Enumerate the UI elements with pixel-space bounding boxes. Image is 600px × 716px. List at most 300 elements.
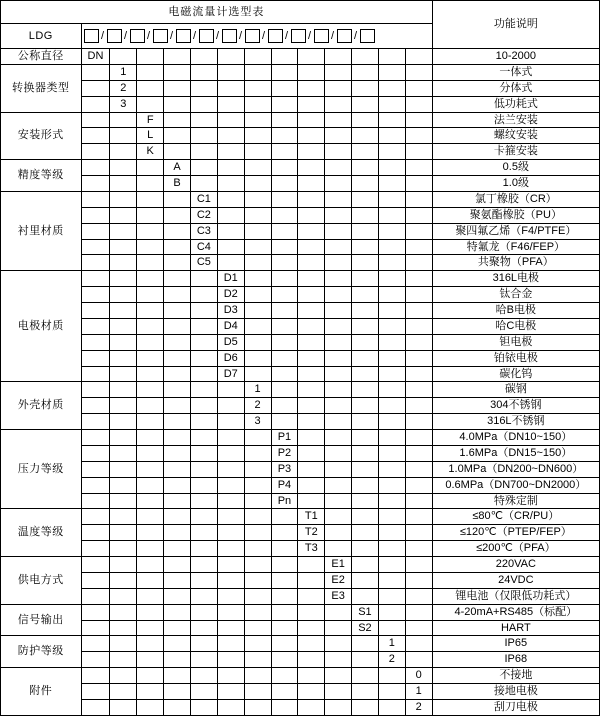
spacer-cell [298,461,325,477]
spacer-cell [110,160,137,176]
spacer-cell [190,334,217,350]
option-code: A [164,160,191,176]
spacer-cell [81,398,110,414]
spacer-cell [378,64,405,80]
spacer-cell [298,636,325,652]
option-description: 螺纹安装 [432,128,599,144]
spacer-cell [164,303,191,319]
spacer-cell [352,96,379,112]
spacer-cell [405,652,432,668]
option-code: D2 [217,287,244,303]
spacer-cell [378,541,405,557]
spacer-cell [352,588,379,604]
spacer-cell [244,652,271,668]
spacer-cell [298,239,325,255]
spacer-cell [217,80,244,96]
spacer-cell [164,541,191,557]
spacer-cell [244,239,271,255]
spacer-cell [217,699,244,715]
spacer-cell [137,604,164,620]
spacer-cell [110,112,137,128]
spacer-cell [81,287,110,303]
spacer-cell [110,414,137,430]
spacer-cell [405,509,432,525]
spacer-cell [110,557,137,573]
option-description: 低功耗式 [432,96,599,112]
spacer-cell [352,128,379,144]
spacer-cell [190,668,217,684]
spacer-cell [405,271,432,287]
spacer-cell [244,255,271,271]
table-row [1,382,600,398]
table-row [1,207,600,223]
spacer-cell [190,287,217,303]
spacer-cell [81,493,110,509]
spacer-cell [110,699,137,715]
spacer-cell [217,430,244,446]
table-row [1,541,600,557]
spacer-cell [244,49,271,65]
spacer-cell [110,334,137,350]
model-separator: / [262,29,266,42]
table-row [1,239,600,255]
spacer-cell [378,477,405,493]
spacer-cell [217,207,244,223]
spacer-cell [137,652,164,668]
spacer-cell [217,255,244,271]
spacer-cell [244,636,271,652]
spacer-cell [164,699,191,715]
spacer-cell [352,430,379,446]
spacer-cell [217,176,244,192]
spacer-cell [405,604,432,620]
spacer-cell [81,382,110,398]
spacer-cell [325,366,352,382]
spacer-cell [244,684,271,700]
table-row [1,525,600,541]
spacer-cell [325,461,352,477]
spacer-cell [352,350,379,366]
spacer-cell [190,96,217,112]
spacer-cell [217,684,244,700]
spacer-cell [325,191,352,207]
spacer-cell [405,382,432,398]
spacer-cell [352,207,379,223]
spacer-cell [217,414,244,430]
spacer-cell [405,207,432,223]
spacer-cell [137,636,164,652]
spacer-cell [325,176,352,192]
spacer-cell [110,382,137,398]
spacer-cell [81,366,110,382]
spacer-cell [81,652,110,668]
row-label-4: 衬里材质 [1,191,82,270]
spacer-cell [81,509,110,525]
spacer-cell [137,287,164,303]
table-row [1,223,600,239]
spacer-cell [190,477,217,493]
spacer-cell [190,588,217,604]
spacer-cell [325,287,352,303]
spacer-cell [164,287,191,303]
spacer-cell [244,176,271,192]
spacer-cell [137,239,164,255]
spacer-cell [110,239,137,255]
spacer-cell [405,477,432,493]
spacer-cell [352,684,379,700]
spacer-cell [352,287,379,303]
spacer-cell [164,604,191,620]
spacer-cell [190,604,217,620]
model-box [176,29,191,43]
spacer-cell [298,49,325,65]
spacer-cell [405,350,432,366]
spacer-cell [190,144,217,160]
option-code: P2 [271,445,298,461]
table-row [1,668,600,684]
spacer-cell [378,80,405,96]
spacer-cell [164,414,191,430]
model-box [245,29,260,43]
spacer-cell [298,64,325,80]
spacer-cell [405,191,432,207]
spacer-cell [190,493,217,509]
spacer-cell [81,334,110,350]
spacer-cell [217,636,244,652]
table-row [1,604,600,620]
spacer-cell [110,176,137,192]
spacer-cell [164,620,191,636]
spacer-cell [271,620,298,636]
spacer-cell [298,620,325,636]
spacer-cell [325,382,352,398]
spacer-cell [378,525,405,541]
model-box [107,29,122,43]
option-code: T1 [298,509,325,525]
spacer-cell [352,668,379,684]
spacer-cell [110,461,137,477]
spacer-cell [217,160,244,176]
spacer-cell [378,414,405,430]
option-description: 聚氨酯橡胶（PU） [432,207,599,223]
spacer-cell [110,604,137,620]
spacer-cell [271,303,298,319]
spacer-cell [217,461,244,477]
option-code: 2 [110,80,137,96]
spacer-cell [352,509,379,525]
spacer-cell [352,541,379,557]
spacer-cell [325,668,352,684]
spacer-cell [190,350,217,366]
spacer-cell [298,699,325,715]
option-code: 1 [244,382,271,398]
spacer-cell [244,620,271,636]
option-description: 碳化钨 [432,366,599,382]
spacer-cell [378,112,405,128]
spacer-cell [190,525,217,541]
option-description: 0.5级 [432,160,599,176]
spacer-cell [190,445,217,461]
spacer-cell [244,557,271,573]
spacer-cell [244,144,271,160]
spacer-cell [325,223,352,239]
row-label-12: 附件 [1,668,82,716]
spacer-cell [110,144,137,160]
spacer-cell [110,541,137,557]
spacer-cell [405,541,432,557]
table-row [1,255,600,271]
spacer-cell [81,699,110,715]
spacer-cell [352,318,379,334]
spacer-cell [378,509,405,525]
spacer-cell [164,430,191,446]
spacer-cell [405,572,432,588]
spacer-cell [405,318,432,334]
spacer-cell [81,144,110,160]
option-description: 特氟龙（F46/FEP） [432,239,599,255]
spacer-cell [81,636,110,652]
spacer-cell [378,588,405,604]
spacer-cell [378,49,405,65]
table-row [1,588,600,604]
option-code: B [164,176,191,192]
spacer-cell [164,207,191,223]
spacer-cell [378,287,405,303]
spacer-cell [244,588,271,604]
spacer-cell [325,303,352,319]
spacer-cell [164,128,191,144]
model-box [360,29,375,43]
spacer-cell [405,112,432,128]
spacer-cell [378,255,405,271]
spacer-cell [405,160,432,176]
spacer-cell [378,699,405,715]
model-separator: / [216,29,220,42]
table-row [1,509,600,525]
spacer-cell [190,620,217,636]
option-code: L [137,128,164,144]
spacer-cell [298,80,325,96]
spacer-cell [271,652,298,668]
spacer-cell [81,445,110,461]
spacer-cell [271,509,298,525]
option-description: 锂电池（仅限低功耗式） [432,588,599,604]
spacer-cell [137,668,164,684]
spacer-cell [271,191,298,207]
spacer-cell [164,557,191,573]
spacer-cell [244,445,271,461]
spacer-cell [325,144,352,160]
option-description: 共聚物（PFA） [432,255,599,271]
table-row [1,160,600,176]
spacer-cell [378,191,405,207]
spacer-cell [378,239,405,255]
table-row [1,430,600,446]
spacer-cell [378,684,405,700]
spacer-cell [298,477,325,493]
spacer-cell [244,572,271,588]
spacer-cell [352,636,379,652]
model-prefix: LDG [1,24,82,49]
spacer-cell [325,64,352,80]
spacer-cell [298,445,325,461]
option-description: HART [432,620,599,636]
spacer-cell [110,668,137,684]
spacer-cell [352,699,379,715]
row-label-9: 供电方式 [1,557,82,605]
spacer-cell [110,588,137,604]
spacer-cell [271,350,298,366]
spacer-cell [352,572,379,588]
spacer-cell [378,557,405,573]
spacer-cell [217,112,244,128]
spacer-cell [298,255,325,271]
spacer-cell [378,430,405,446]
spacer-cell [325,414,352,430]
model-box [84,29,99,43]
spacer-cell [325,350,352,366]
option-code: 2 [244,398,271,414]
model-separator: / [101,29,105,42]
spacer-cell [244,668,271,684]
model-separator: / [239,29,243,42]
spacer-cell [190,382,217,398]
spacer-cell [164,366,191,382]
spacer-cell [164,239,191,255]
model-separator: / [308,29,312,42]
spacer-cell [81,604,110,620]
spacer-cell [190,176,217,192]
table-row [1,96,600,112]
spacer-cell [352,49,379,65]
option-code: S1 [352,604,379,620]
spacer-cell [81,80,110,96]
spacer-cell [378,128,405,144]
spacer-cell [378,572,405,588]
table-row [1,318,600,334]
option-description: 卡箍安装 [432,144,599,160]
table-row [1,652,600,668]
model-separator: / [354,29,358,42]
model-box [130,29,145,43]
spacer-cell [378,398,405,414]
spacer-cell [352,477,379,493]
spacer-cell [378,318,405,334]
spacer-cell [352,144,379,160]
table-row [1,366,600,382]
spacer-cell [298,493,325,509]
spacer-cell [271,144,298,160]
option-description: 哈C电极 [432,318,599,334]
table-row [1,684,600,700]
option-description: 哈B电极 [432,303,599,319]
table-row [1,414,600,430]
spacer-cell [325,334,352,350]
spacer-cell [378,160,405,176]
option-code: D5 [217,334,244,350]
spacer-cell [137,64,164,80]
spacer-cell [110,271,137,287]
spacer-cell [244,477,271,493]
spacer-cell [378,176,405,192]
option-code: P1 [271,430,298,446]
spacer-cell [298,557,325,573]
spacer-cell [190,64,217,80]
spacer-cell [110,366,137,382]
spacer-cell [137,414,164,430]
spacer-cell [405,461,432,477]
spacer-cell [137,477,164,493]
spacer-cell [352,160,379,176]
spacer-cell [271,557,298,573]
spacer-cell [405,176,432,192]
model-box [337,29,352,43]
spacer-cell [405,96,432,112]
spacer-cell [352,398,379,414]
spacer-cell [298,572,325,588]
spacer-cell [190,128,217,144]
spacer-cell [244,699,271,715]
spacer-cell [81,557,110,573]
spacer-cell [137,271,164,287]
spacer-cell [164,271,191,287]
spacer-cell [110,620,137,636]
spacer-cell [137,191,164,207]
option-description: 10-2000 [432,49,599,65]
spacer-cell [244,334,271,350]
option-code: F [137,112,164,128]
spacer-cell [217,668,244,684]
spacer-cell [352,303,379,319]
option-description: 220VAC [432,557,599,573]
spacer-cell [378,223,405,239]
spacer-cell [244,493,271,509]
spacer-cell [271,414,298,430]
spacer-cell [298,176,325,192]
table-row [1,176,600,192]
spacer-cell [217,239,244,255]
spacer-cell [164,668,191,684]
spacer-cell [298,128,325,144]
spacer-cell [244,64,271,80]
model-box [268,29,283,43]
option-code: 1 [378,636,405,652]
spacer-cell [81,684,110,700]
spacer-cell [352,445,379,461]
model-separator: / [124,29,128,42]
spacer-cell [352,191,379,207]
row-label-3: 精度等级 [1,160,82,192]
model-separator: / [170,29,174,42]
spacer-cell [81,318,110,334]
spacer-cell [298,96,325,112]
spacer-cell [405,557,432,573]
option-description: 4-20mA+RS485（标配） [432,604,599,620]
row-label-5: 电极材质 [1,271,82,382]
spacer-cell [298,191,325,207]
spacer-cell [325,239,352,255]
spacer-cell [217,604,244,620]
spacer-cell [325,509,352,525]
spacer-cell [137,176,164,192]
spacer-cell [137,366,164,382]
spacer-cell [244,80,271,96]
spacer-cell [190,684,217,700]
spacer-cell [325,541,352,557]
spacer-cell [325,112,352,128]
spacer-cell [352,366,379,382]
spacer-cell [325,255,352,271]
